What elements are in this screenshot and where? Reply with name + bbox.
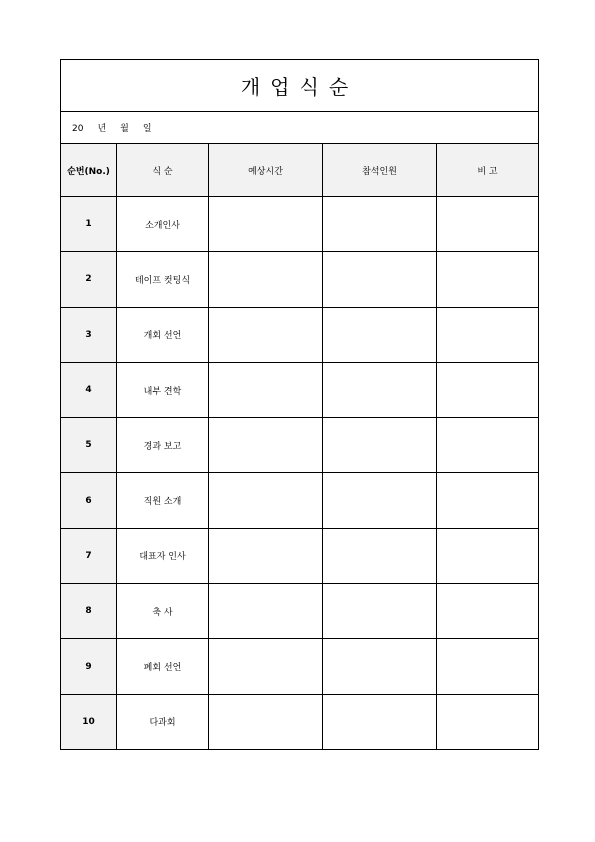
row-item: 축 사	[117, 584, 209, 639]
row-attendees-cell[interactable]	[323, 418, 437, 473]
row-remarks-cell[interactable]	[437, 307, 539, 362]
table-row	[61, 252, 539, 307]
row-number: 1	[61, 197, 117, 252]
row-remarks-cell[interactable]	[437, 473, 539, 528]
header-expected-time: 예상시간	[209, 144, 323, 197]
page-title: 개업식순	[61, 60, 539, 112]
row-item: 내부 견학	[117, 362, 209, 417]
date-line	[61, 112, 539, 144]
table-row	[61, 362, 539, 417]
header-no: 순번(No.)	[61, 144, 117, 197]
table-row	[61, 418, 539, 473]
table-row	[61, 584, 539, 639]
row-attendees-cell[interactable]	[323, 307, 437, 362]
table-row	[61, 528, 539, 583]
row-item: 개회 선언	[117, 307, 209, 362]
row-item: 다과회	[117, 694, 209, 749]
row-remarks-cell[interactable]	[437, 418, 539, 473]
date-day-label: 일	[142, 124, 152, 134]
row-attendees-cell[interactable]	[323, 362, 437, 417]
row-number: 10	[61, 694, 117, 749]
header-remarks: 비 고	[437, 144, 539, 197]
row-item: 테이프 컷팅식	[117, 252, 209, 307]
row-item: 대표자 인사	[117, 528, 209, 583]
row-item: 소개인사	[117, 197, 209, 252]
table-row	[61, 197, 539, 252]
row-expected-time-cell[interactable]	[209, 639, 323, 694]
row-number: 2	[61, 252, 117, 307]
row-number: 6	[61, 473, 117, 528]
table-row	[61, 694, 539, 749]
row-attendees-cell[interactable]	[323, 197, 437, 252]
row-attendees-cell[interactable]	[323, 584, 437, 639]
row-remarks-cell[interactable]	[437, 694, 539, 749]
row-attendees-cell[interactable]	[323, 473, 437, 528]
row-number: 5	[61, 418, 117, 473]
header-item: 식 순	[117, 144, 209, 197]
row-remarks-cell[interactable]	[437, 197, 539, 252]
row-remarks-cell[interactable]	[437, 252, 539, 307]
row-item: 폐회 선언	[117, 639, 209, 694]
row-attendees-cell[interactable]	[323, 252, 437, 307]
table-header-row	[61, 144, 539, 197]
row-expected-time-cell[interactable]	[209, 307, 323, 362]
ceremony-program-sheet	[60, 59, 538, 750]
table-row	[61, 639, 539, 694]
row-item: 직원 소개	[117, 473, 209, 528]
header-attendees: 참석인원	[323, 144, 437, 197]
row-attendees-cell[interactable]	[323, 694, 437, 749]
row-item: 경과 보고	[117, 418, 209, 473]
row-expected-time-cell[interactable]	[209, 252, 323, 307]
row-number: 7	[61, 528, 117, 583]
date-year-prefix: 20	[72, 124, 84, 134]
row-number: 3	[61, 307, 117, 362]
row-number: 8	[61, 584, 117, 639]
row-remarks-cell[interactable]	[437, 584, 539, 639]
date-month-label: 월	[120, 124, 129, 134]
row-expected-time-cell[interactable]	[209, 362, 323, 417]
row-expected-time-cell[interactable]	[209, 694, 323, 749]
row-expected-time-cell[interactable]	[209, 418, 323, 473]
row-attendees-cell[interactable]	[323, 639, 437, 694]
row-number: 4	[61, 362, 117, 417]
table-row	[61, 307, 539, 362]
row-expected-time-cell[interactable]	[209, 584, 323, 639]
row-remarks-cell[interactable]	[437, 639, 539, 694]
table-row	[61, 473, 539, 528]
row-expected-time-cell[interactable]	[209, 197, 323, 252]
row-expected-time-cell[interactable]	[209, 528, 323, 583]
row-number: 9	[61, 639, 117, 694]
ceremony-table	[60, 59, 539, 750]
date-year-label: 년	[97, 124, 107, 134]
row-remarks-cell[interactable]	[437, 528, 539, 583]
row-expected-time-cell[interactable]	[209, 473, 323, 528]
row-remarks-cell[interactable]	[437, 362, 539, 417]
row-attendees-cell[interactable]	[323, 528, 437, 583]
